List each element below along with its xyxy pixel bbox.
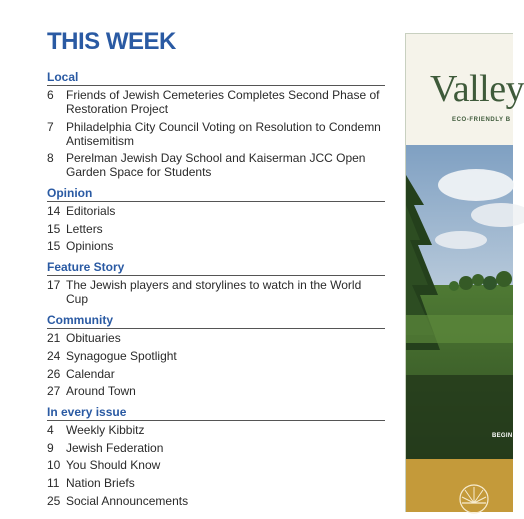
- entry-title: Opinions: [66, 239, 114, 254]
- shadowed-lawn: [406, 375, 513, 459]
- section-heading: Local: [47, 70, 385, 86]
- page-number: 11: [47, 475, 60, 490]
- page-number: 26: [47, 366, 61, 381]
- ad-caption: BEGIN: [492, 433, 513, 439]
- advertisement[interactable]: [405, 33, 524, 512]
- entry-title: Jewish Federation: [66, 440, 164, 455]
- entry-title: Around Town: [66, 384, 136, 399]
- page-number: 14: [47, 204, 61, 219]
- page-number: 15: [47, 239, 61, 254]
- page-number: 10: [47, 458, 61, 473]
- entry-title: Synagogue Spotlight: [66, 348, 177, 363]
- tree: [483, 276, 497, 290]
- section-heading: In every issue: [47, 405, 385, 421]
- page-number: 4: [47, 423, 54, 438]
- toc-entry[interactable]: [47, 151, 385, 179]
- section-local: [47, 70, 385, 179]
- page-number: 6: [47, 88, 54, 102]
- page-number: 25: [47, 493, 61, 508]
- entry-title: Philadelphia City Council Voting on Resolution to Condemn Antisemitism: [66, 119, 381, 148]
- cloud: [435, 231, 487, 249]
- page-number: 7: [47, 119, 54, 134]
- entry-title: Editorials: [66, 204, 116, 219]
- page-number: 9: [47, 440, 54, 455]
- tree: [449, 281, 459, 291]
- page-number: 21: [47, 331, 61, 346]
- page-number: 24: [47, 348, 61, 363]
- field: [406, 315, 513, 343]
- toc-entry[interactable]: [47, 239, 385, 253]
- toc-entry[interactable]: [47, 222, 385, 236]
- entry-title: You Should Know: [66, 458, 161, 473]
- entry-title: Friends of Jewish Cemeteries Completes Second Phase of Restoration Project: [66, 88, 380, 116]
- cloud: [438, 169, 514, 201]
- tree: [472, 274, 484, 286]
- toc-entry[interactable]: [47, 120, 385, 148]
- section-in-every-issue: [47, 405, 385, 507]
- entry-title: The Jewish players and storylines to watch in the World Cup: [66, 278, 362, 307]
- page-title: THIS WEEK: [47, 28, 176, 55]
- ad-tagline: ECO-FRIENDLY B: [452, 117, 511, 123]
- entry-title: Obituaries: [66, 331, 121, 346]
- toc-entry[interactable]: [47, 423, 385, 437]
- page-number: 17: [47, 278, 61, 293]
- sunburst-logo-icon: [454, 479, 494, 519]
- page-number: 27: [47, 384, 61, 399]
- tree: [459, 276, 473, 290]
- toc-entry[interactable]: [47, 441, 385, 455]
- ad-landscape-photo: [406, 145, 513, 459]
- toc-entry[interactable]: [47, 458, 385, 472]
- page-number: 8: [47, 151, 54, 166]
- toc-entry[interactable]: [47, 278, 385, 306]
- entry-title: Letters: [66, 221, 103, 236]
- section-community: [47, 313, 385, 398]
- toc-entry[interactable]: [47, 476, 385, 490]
- section-heading: Community: [47, 313, 385, 329]
- toc-entry[interactable]: [47, 494, 385, 508]
- toc-entry[interactable]: [47, 88, 385, 116]
- entry-title: Weekly Kibbitz: [66, 423, 145, 438]
- table-of-contents: [47, 70, 385, 515]
- section-heading: Opinion: [47, 186, 385, 202]
- entry-title: Social Announcements: [66, 493, 189, 508]
- entry-title: Perelman Jewish Day School and Kaiserman JCC Open Garden Space for Students: [66, 151, 366, 180]
- tree: [496, 271, 512, 287]
- entry-title: Calendar: [66, 366, 115, 381]
- page-number: 15: [47, 221, 61, 236]
- section-opinion: [47, 186, 385, 253]
- section-heading: Feature Story: [47, 260, 385, 276]
- toc-entry[interactable]: [47, 367, 385, 381]
- toc-entry[interactable]: [47, 384, 385, 398]
- ad-brand-name: Valley: [430, 68, 524, 110]
- section-feature-story: [47, 260, 385, 306]
- toc-entry[interactable]: [47, 349, 385, 363]
- entry-title: Nation Briefs: [66, 475, 135, 490]
- toc-entry[interactable]: [47, 331, 385, 345]
- toc-entry[interactable]: [47, 204, 385, 218]
